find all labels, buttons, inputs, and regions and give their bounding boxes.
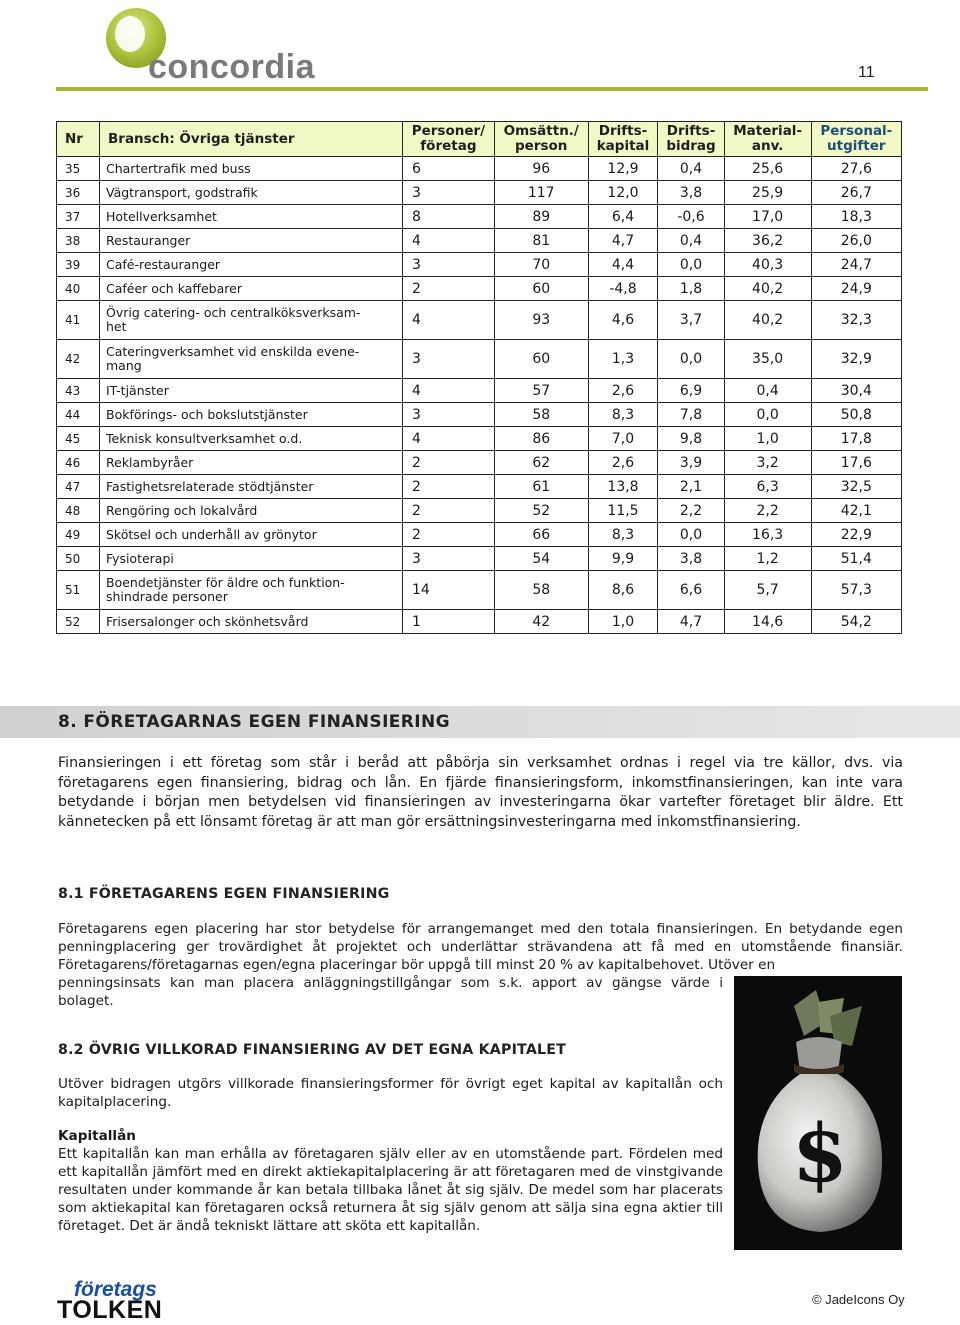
logo-wordmark: concordia: [148, 48, 315, 86]
row-personer: 2: [403, 475, 495, 499]
row-nr: 45: [57, 427, 100, 451]
money-bag-image: [734, 976, 902, 1250]
section-8-title: 8. FÖRETAGARNAS EGEN FINANSIERING: [58, 712, 451, 732]
row-nr: 48: [57, 499, 100, 523]
row-nr: 49: [57, 523, 100, 547]
row-bransch: Hotellverksamhet: [100, 205, 403, 229]
row-driftskapital: 13,8: [588, 475, 658, 499]
row-nr: 40: [57, 277, 100, 301]
row-material: 36,2: [724, 229, 811, 253]
industry-table: [56, 121, 902, 634]
col-header-nr: Nr: [57, 122, 100, 157]
row-personal: 26,0: [811, 229, 901, 253]
row-bransch: Bokförings- och bokslutstjänster: [100, 403, 403, 427]
table-row: [57, 547, 902, 571]
row-material: 25,6: [724, 157, 811, 181]
row-personal: 51,4: [811, 547, 901, 571]
kapitallan-heading: Kapitallån: [58, 1128, 136, 1144]
row-nr: 39: [57, 253, 100, 277]
row-driftsbidrag: 3,9: [658, 451, 724, 475]
row-driftskapital: 9,9: [588, 547, 658, 571]
row-driftsbidrag: 0,0: [658, 523, 724, 547]
table-row: [57, 523, 902, 547]
row-personer: 4: [403, 301, 495, 340]
row-bransch: IT-tjänster: [100, 379, 403, 403]
row-driftsbidrag: 3,8: [658, 547, 724, 571]
row-personal: 27,6: [811, 157, 901, 181]
row-omsattning: 81: [494, 229, 588, 253]
row-nr: 50: [57, 547, 100, 571]
row-material: 35,0: [724, 340, 811, 379]
row-bransch: Vägtransport, godstrafik: [100, 181, 403, 205]
row-bransch: Skötsel och underhåll av grönytor: [100, 523, 403, 547]
row-nr: 42: [57, 340, 100, 379]
row-bransch: Teknisk konsultverksamhet o.d.: [100, 427, 403, 451]
table-row: [57, 181, 902, 205]
table-row: [57, 475, 902, 499]
row-personal: 22,9: [811, 523, 901, 547]
col-header-driftskapital: Drifts- kapital: [588, 122, 658, 157]
row-driftsbidrag: 2,1: [658, 475, 724, 499]
row-bransch: Fysioterapi: [100, 547, 403, 571]
row-personer: 4: [403, 427, 495, 451]
row-driftskapital: 12,0: [588, 181, 658, 205]
row-bransch: [100, 301, 403, 340]
row-nr: 46: [57, 451, 100, 475]
row-material: 1,0: [724, 427, 811, 451]
section-8-1-paragraph-end: penningsinsats kan man placera anläggningstillgångar som s.k. apport av gängse värde i bolaget.: [58, 975, 723, 1009]
row-personal: 26,7: [811, 181, 901, 205]
table-row: [57, 229, 902, 253]
row-omsattning: 93: [494, 301, 588, 340]
table-row: [57, 277, 902, 301]
row-material: 40,2: [724, 277, 811, 301]
row-bransch: Caféer och kaffebarer: [100, 277, 403, 301]
row-personer: 14: [403, 571, 495, 610]
row-omsattning: 61: [494, 475, 588, 499]
row-driftsbidrag: 4,7: [658, 610, 724, 634]
row-personer: 1: [403, 610, 495, 634]
row-driftsbidrag: 3,7: [658, 301, 724, 340]
row-omsattning: 70: [494, 253, 588, 277]
row-bransch-line1: Boendetjänster för äldre och funktion-: [106, 575, 345, 590]
page-number: 11: [858, 64, 875, 81]
row-driftskapital: 7,0: [588, 427, 658, 451]
row-omsattning: 117: [494, 181, 588, 205]
row-bransch: Chartertrafik med buss: [100, 157, 403, 181]
col-header-bransch: Bransch: Övriga tjänster: [100, 122, 403, 157]
row-personer: 6: [403, 157, 495, 181]
table-row: [57, 157, 902, 181]
row-material: 40,2: [724, 301, 811, 340]
row-omsattning: 60: [494, 277, 588, 301]
table-row: [57, 379, 902, 403]
row-material: 16,3: [724, 523, 811, 547]
row-personer: 2: [403, 499, 495, 523]
dollar-sign-icon: $: [792, 1106, 848, 1200]
row-personal: 32,5: [811, 475, 901, 499]
row-personal: 50,8: [811, 403, 901, 427]
row-omsattning: 89: [494, 205, 588, 229]
row-omsattning: 58: [494, 403, 588, 427]
table-row: [57, 499, 902, 523]
row-personer: 4: [403, 379, 495, 403]
row-bransch-line2: mang: [106, 358, 142, 373]
row-driftsbidrag: 1,8: [658, 277, 724, 301]
row-driftskapital: 4,6: [588, 301, 658, 340]
row-nr: 37: [57, 205, 100, 229]
row-material: 14,6: [724, 610, 811, 634]
row-personal: 24,7: [811, 253, 901, 277]
col-header-personer: Personer/ företag: [403, 122, 495, 157]
row-nr: 36: [57, 181, 100, 205]
row-personal: 17,8: [811, 427, 901, 451]
row-bransch: Rengöring och lokalvård: [100, 499, 403, 523]
row-driftsbidrag: 0,4: [658, 157, 724, 181]
table-row: [57, 205, 902, 229]
row-omsattning: 86: [494, 427, 588, 451]
section-8-1-paragraph: Företagarens egen placering har stor betydelse för arrangemanget med den totala finansieringen. En betydande egen penningplacering ger trovärdighet åt projektet och underlättar strävandena att få med en utomstående finansiär. Företagarens/företagarnas egen/egna placeringar bör uppgå till minst 20 % av kapitalbehovet. Utöver en penningsinsats kan man placera anläggningstillgångar som s.k. apport av gängse värde i bolaget.: [58, 921, 903, 1009]
row-personal: 24,9: [811, 277, 901, 301]
row-personal: 30,4: [811, 379, 901, 403]
row-personer: 2: [403, 451, 495, 475]
row-omsattning: 58: [494, 571, 588, 610]
row-driftskapital: 6,4: [588, 205, 658, 229]
table-row: [57, 451, 902, 475]
row-personer: 3: [403, 253, 495, 277]
table-row: [57, 403, 902, 427]
row-driftskapital: 4,4: [588, 253, 658, 277]
row-bransch: Fastighetsrelaterade stödtjänster: [100, 475, 403, 499]
row-material: 25,9: [724, 181, 811, 205]
row-driftsbidrag: 0,0: [658, 340, 724, 379]
row-bransch: Reklambyråer: [100, 451, 403, 475]
row-driftsbidrag: 6,6: [658, 571, 724, 610]
row-material: 17,0: [724, 205, 811, 229]
row-driftsbidrag: 6,9: [658, 379, 724, 403]
row-personal: 32,9: [811, 340, 901, 379]
row-driftsbidrag: 0,4: [658, 229, 724, 253]
row-driftskapital: 4,7: [588, 229, 658, 253]
row-bransch: Frisersalonger och skönhetsvård: [100, 610, 403, 634]
row-personal: 42,1: [811, 499, 901, 523]
row-material: 0,4: [724, 379, 811, 403]
row-driftskapital: 2,6: [588, 379, 658, 403]
row-bransch-line1: Cateringverksamhet vid enskilda evene-: [106, 344, 360, 359]
row-omsattning: 52: [494, 499, 588, 523]
row-material: 3,2: [724, 451, 811, 475]
row-bransch: Café-restauranger: [100, 253, 403, 277]
row-omsattning: 62: [494, 451, 588, 475]
table-row: [57, 427, 902, 451]
table-row: [57, 253, 902, 277]
row-personer: 2: [403, 523, 495, 547]
section-8-1-title: 8.1 FÖRETAGARENS EGEN FINANSIERING: [58, 886, 390, 902]
row-bransch: Restauranger: [100, 229, 403, 253]
table-row: [57, 340, 902, 379]
row-driftsbidrag: -0,6: [658, 205, 724, 229]
row-nr: 52: [57, 610, 100, 634]
section-8-2-paragraph: Utöver bidragen utgörs villkorade finansieringsformer för övrigt eget kapital av kapitallån och kapitalplacering.: [58, 1076, 723, 1110]
row-omsattning: 57: [494, 379, 588, 403]
col-header-personal: Personal- utgifter: [811, 122, 901, 157]
row-personer: 4: [403, 229, 495, 253]
row-bransch: [100, 571, 403, 610]
row-omsattning: 42: [494, 610, 588, 634]
row-omsattning: 96: [494, 157, 588, 181]
row-nr: 41: [57, 301, 100, 340]
row-nr: 38: [57, 229, 100, 253]
section-8-paragraph: Finansieringen i ett företag som står i beråd att påbörja sin verksamhet ordnas i regel via tre källor, dvs. via företagarens egen finansiering, bidrag och lån. En fjärde finansieringsform, inkomstfinansieringen, kan inte vara betydande i början men betydelsen vid finansieringen av investeringarna ökar vartefter företaget blir äldre. Ett kännetecken på ett lönsamt företag är att man gör ersättningsinvesteringarna med inkomstfinansiering.: [58, 755, 903, 830]
row-driftskapital: 8,3: [588, 403, 658, 427]
row-personal: 17,6: [811, 451, 901, 475]
row-personer: 8: [403, 205, 495, 229]
row-personal: 18,3: [811, 205, 901, 229]
row-driftsbidrag: 2,2: [658, 499, 724, 523]
copyright-text: © JadeIcons Oy: [812, 1292, 905, 1307]
row-driftskapital: 11,5: [588, 499, 658, 523]
row-omsattning: 66: [494, 523, 588, 547]
row-driftskapital: 12,9: [588, 157, 658, 181]
row-driftskapital: 8,6: [588, 571, 658, 610]
row-driftskapital: 8,3: [588, 523, 658, 547]
row-material: 2,2: [724, 499, 811, 523]
col-header-omsattning: Omsättn./ person: [494, 122, 588, 157]
row-material: 5,7: [724, 571, 811, 610]
row-personal: 32,3: [811, 301, 901, 340]
row-personer: 2: [403, 277, 495, 301]
section-8-2-title: 8.2 ÖVRIG VILLKORAD FINANSIERING AV DET EGNA KAPITALET: [58, 1042, 567, 1058]
row-personal: 54,2: [811, 610, 901, 634]
row-bransch-line2: shindrade personer: [106, 589, 228, 604]
footer-logo-line1: företags: [74, 1278, 157, 1301]
row-driftsbidrag: 9,8: [658, 427, 724, 451]
row-driftskapital: 1,0: [588, 610, 658, 634]
kapitallan-paragraph: Ett kapitallån kan man erhålla av företagaren själv eller av en utomstående part. Fördelen med ett kapitallån jämfört med en direkt aktiekapitalplacering är att företagaren med de vinstgivande resultaten under kommande år kan betala tillbaka lånet åt sig själv. De medel som har placerats som aktiekapital kan företagaren också returnera åt sig själv genom att sälja sina egna aktier till företaget. Det är ändå tekniskt lättare att sköta ett kapitallån.: [58, 1146, 723, 1234]
table-row: [57, 571, 902, 610]
row-omsattning: 60: [494, 340, 588, 379]
row-nr: 51: [57, 571, 100, 610]
row-omsattning: 54: [494, 547, 588, 571]
col-header-driftsbidrag: Drifts- bidrag: [658, 122, 724, 157]
row-personal: 57,3: [811, 571, 901, 610]
row-personer: 3: [403, 340, 495, 379]
row-driftskapital: -4,8: [588, 277, 658, 301]
row-material: 40,3: [724, 253, 811, 277]
row-nr: 35: [57, 157, 100, 181]
row-nr: 44: [57, 403, 100, 427]
row-personer: 3: [403, 181, 495, 205]
row-nr: 43: [57, 379, 100, 403]
row-bransch-line2: het: [106, 319, 127, 334]
table-header-row: [57, 122, 902, 157]
row-bransch-line1: Övrig catering- och centralköksverksam-: [106, 305, 361, 320]
row-personer: 3: [403, 547, 495, 571]
row-material: 6,3: [724, 475, 811, 499]
row-driftskapital: 1,3: [588, 340, 658, 379]
row-driftsbidrag: 3,8: [658, 181, 724, 205]
footer-logo-line2: TOLKEN: [57, 1296, 163, 1324]
row-material: 1,2: [724, 547, 811, 571]
row-bransch: [100, 340, 403, 379]
header-rule: [56, 87, 928, 91]
row-driftsbidrag: 7,8: [658, 403, 724, 427]
row-personer: 3: [403, 403, 495, 427]
row-nr: 47: [57, 475, 100, 499]
row-driftskapital: 2,6: [588, 451, 658, 475]
row-material: 0,0: [724, 403, 811, 427]
col-header-material: Material- anv.: [724, 122, 811, 157]
table-row: [57, 301, 902, 340]
row-driftsbidrag: 0,0: [658, 253, 724, 277]
table-row: [57, 610, 902, 634]
